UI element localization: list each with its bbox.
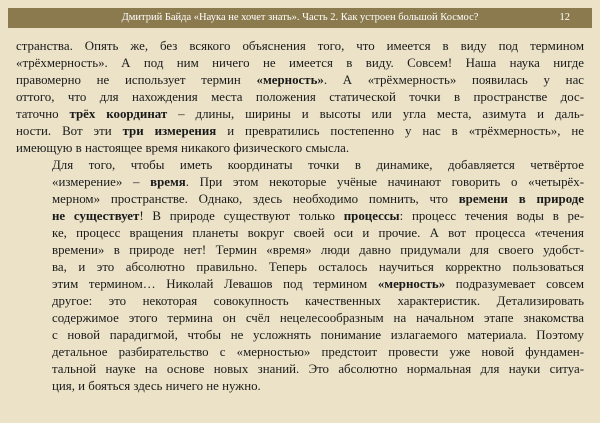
text-line	[16, 123, 584, 140]
text-run: этим термином… Николай Левашов под термином	[52, 277, 378, 291]
text-run: . А «трёхмерность» появилась у нас	[323, 73, 585, 87]
paragraph	[16, 38, 584, 157]
text-run: и превратились постепенно у нас в «трёхмерность», не	[216, 124, 584, 138]
text-line	[16, 259, 584, 276]
text-run: странства. Опять же, без всякого объяснения того, что имеется в виду под термином	[16, 39, 584, 53]
text-line	[16, 242, 584, 259]
text-run: времени» в природе нет! Термин «время» люди давно придумали для своего удобст-	[52, 243, 584, 257]
text-line	[16, 72, 584, 89]
text-run: ности. Вот эти	[16, 124, 123, 138]
text-run: правомерно не использует термин	[16, 73, 257, 87]
text-line	[16, 55, 584, 72]
text-line	[16, 140, 584, 157]
bold-term: время	[150, 175, 186, 189]
text-line	[16, 157, 584, 174]
text-line	[16, 276, 584, 293]
bold-term: три измерения	[122, 124, 217, 138]
document-body	[16, 38, 584, 395]
text-line	[16, 106, 584, 123]
text-line	[16, 174, 584, 191]
text-line	[16, 293, 584, 310]
text-run: детальное разбирательство с «мерностью» предстоит провести уже новой фундамен-	[52, 345, 584, 359]
text-run: ва, и это абсолютно правильно. Теперь осталось научиться корректно пользоваться	[52, 260, 584, 274]
text-run: с новой парадигмой, чтобы не усложнять понимание излагаемого материала. Поэтому	[52, 328, 584, 342]
text-line	[16, 361, 584, 378]
text-line	[16, 89, 584, 106]
text-line	[16, 327, 584, 344]
header-title: Дмитрий Байда «Наука не хочет знать». Часть 2. Как устроен большой Космос?	[121, 12, 479, 23]
text-run: ция, и бояться здесь ничего не нужно.	[52, 379, 261, 393]
text-run: «измерение» –	[52, 175, 151, 189]
text-line	[16, 191, 584, 208]
text-run: таточно	[16, 107, 70, 121]
bold-term: трёх координат	[69, 107, 168, 121]
text-run: содержимое этого термина он счёл нецелесообразным на начальном этапе знакомства	[52, 311, 584, 325]
text-run: оттого, что для нахождения места положения статической точки в пространстве дос-	[16, 90, 584, 104]
bold-term: «мерность»	[377, 277, 446, 291]
text-run: тальной науке на основе новых знаний. Это абсолютно нормальная для науки ситуа-	[52, 362, 584, 376]
paragraph	[16, 157, 584, 395]
page-header	[8, 8, 592, 28]
bold-term: не существует	[52, 209, 140, 223]
text-run: подразумевает совсем	[445, 277, 585, 291]
text-run: : процесс течения воды в ре-	[399, 209, 585, 223]
bold-term: «мерность»	[256, 73, 324, 87]
text-run: ! В природе существуют только	[139, 209, 344, 223]
text-line	[16, 38, 584, 55]
text-run: имеющую в настоящее время никакого физического смысла.	[16, 141, 350, 155]
text-line	[16, 344, 584, 361]
text-line	[16, 310, 584, 327]
text-run: – длины, ширины и высоты или угла места, азимута и даль-	[167, 107, 585, 121]
text-run: Для того, чтобы иметь координаты точки в динамике, добавляется четвёртое	[52, 158, 584, 172]
text-line	[16, 378, 584, 395]
text-run: . При этом некоторые учёные начинают говорить о «четырёх-	[185, 175, 584, 189]
page-number: 12	[559, 12, 570, 23]
text-run: «трёхмерность». А под ним ничего не имеется в виду. Совсем! Наша наука нигде	[16, 56, 584, 70]
text-run: мерном» пространстве. Однако, здесь необходимо помнить, что	[52, 192, 459, 206]
text-line	[16, 208, 584, 225]
bold-term: процессы	[343, 209, 400, 223]
text-line	[16, 225, 584, 242]
text-run: другое: это некоторая совокупность качественных характеристик. Детализировать	[52, 294, 584, 308]
text-run: ке, процесс вращения планеты вокруг своей оси и прочие. А вот процесса «течения	[52, 226, 584, 240]
bold-term: времени в природе	[458, 192, 585, 206]
